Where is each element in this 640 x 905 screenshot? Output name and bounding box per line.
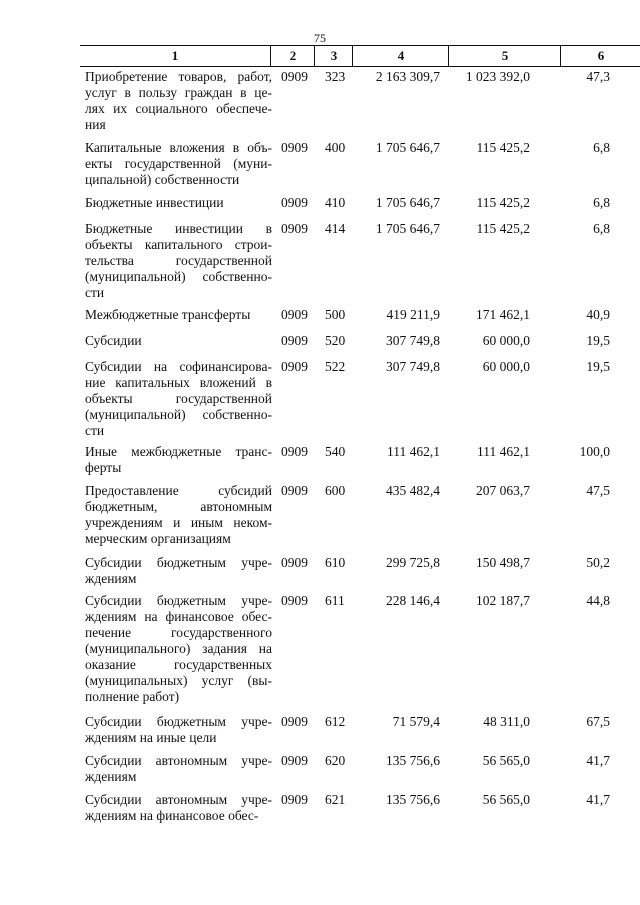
row-name-line: екты государственной (муни-	[85, 156, 272, 171]
row-name-line: оказание государственных	[85, 657, 272, 672]
section-code-cell: 0909	[281, 195, 308, 210]
row-name-line: (муниципальной) собственно-	[85, 269, 272, 284]
expense-type-cell: 500	[325, 307, 346, 322]
actual-amount-cell: 56 565,0	[482, 792, 530, 807]
row-name-cell	[85, 792, 272, 824]
row-name-line: Субсидии бюджетным учре-	[85, 555, 272, 570]
row-name-cell	[85, 221, 272, 301]
planned-amount-cell: 111 462,1	[387, 444, 440, 459]
planned-amount-cell: 1 705 646,7	[375, 195, 440, 210]
header-col-3: 3	[314, 46, 353, 66]
percent-cell: 67,5	[586, 714, 610, 729]
row-name-line: лях их социального обеспече-	[85, 101, 272, 116]
row-name-line: ждениям на иные цели	[85, 730, 217, 745]
expense-type-cell: 414	[325, 221, 346, 236]
row-name-cell	[85, 555, 272, 587]
row-name-line: Субсидии автономным учре-	[85, 792, 272, 807]
row-name-line: ферты	[85, 460, 122, 475]
row-name-cell	[85, 140, 272, 188]
row-name-line: Предоставление субсидий	[85, 483, 272, 498]
actual-amount-cell: 111 462,1	[477, 444, 530, 459]
section-code-cell: 0909	[281, 593, 308, 608]
expense-type-cell: 600	[325, 483, 346, 498]
expense-type-cell: 610	[325, 555, 346, 570]
expense-type-cell: 410	[325, 195, 346, 210]
row-name-line: Субсидии на софинансирова-	[85, 359, 272, 374]
row-name-line: полнение работ)	[85, 689, 180, 704]
section-code-cell: 0909	[281, 792, 308, 807]
planned-amount-cell: 299 725,8	[386, 555, 440, 570]
expense-type-cell: 400	[325, 140, 346, 155]
row-name-line: учреждениям и иным неком-	[85, 515, 272, 530]
percent-cell: 100,0	[579, 444, 610, 459]
section-code-cell: 0909	[281, 359, 308, 374]
percent-cell: 47,5	[586, 483, 610, 498]
row-name-cell	[85, 714, 272, 746]
row-name-line: ждениям	[85, 769, 137, 784]
section-code-cell: 0909	[281, 333, 308, 348]
actual-amount-cell: 171 462,1	[476, 307, 530, 322]
page-number: 75	[314, 31, 326, 45]
section-code-cell: 0909	[281, 753, 308, 768]
row-name-cell	[85, 753, 272, 785]
row-name-line: Бюджетные инвестиции	[85, 195, 224, 210]
percent-cell: 41,7	[586, 753, 610, 768]
expense-type-cell: 540	[325, 444, 346, 459]
planned-amount-cell: 307 749,8	[386, 359, 440, 374]
actual-amount-cell: 150 498,7	[476, 555, 530, 570]
planned-amount-cell: 71 579,4	[392, 714, 440, 729]
percent-cell: 19,5	[586, 333, 610, 348]
row-name-line: объекты государственной	[85, 391, 272, 406]
planned-amount-cell: 307 749,8	[386, 333, 440, 348]
expense-type-cell: 612	[325, 714, 346, 729]
header-col-6: 6	[560, 46, 640, 66]
row-name-line: Иные межбюджетные транс-	[85, 444, 272, 459]
row-name-line: Субсидии	[85, 333, 142, 348]
percent-cell: 6,8	[593, 140, 610, 155]
planned-amount-cell: 1 705 646,7	[375, 221, 440, 236]
row-name-line: ния	[85, 117, 106, 132]
header-col-4: 4	[352, 46, 449, 66]
percent-cell: 40,9	[586, 307, 610, 322]
row-name-cell	[85, 593, 272, 705]
percent-cell: 41,7	[586, 792, 610, 807]
expense-type-cell: 621	[325, 792, 346, 807]
percent-cell: 50,2	[586, 555, 610, 570]
row-name-line: ние капитальных вложений в	[85, 375, 272, 390]
row-name-line: ждениям на финансовое обес-	[85, 609, 272, 624]
actual-amount-cell: 56 565,0	[482, 753, 530, 768]
row-name-line: бюджетным, автономным	[85, 499, 272, 514]
row-name-line: (муниципального) задания на	[85, 641, 272, 656]
row-name-cell	[85, 444, 272, 476]
row-name-cell	[85, 333, 272, 349]
actual-amount-cell: 207 063,7	[476, 483, 530, 498]
actual-amount-cell: 115 425,2	[476, 195, 530, 210]
row-name-line: (муниципальных) услуг (вы-	[85, 673, 272, 688]
actual-amount-cell: 60 000,0	[482, 359, 530, 374]
planned-amount-cell: 135 756,6	[386, 753, 440, 768]
row-name-line: (муниципальной) собственно-	[85, 407, 272, 422]
actual-amount-cell: 60 000,0	[482, 333, 530, 348]
row-name-line: услуг в пользу граждан в це-	[85, 85, 272, 100]
expense-type-cell: 520	[325, 333, 346, 348]
row-name-line: ципальной) собственности	[85, 172, 240, 187]
planned-amount-cell: 228 146,4	[386, 593, 440, 608]
row-name-line: сти	[85, 423, 105, 438]
percent-cell: 6,8	[593, 195, 610, 210]
percent-cell: 6,8	[593, 221, 610, 236]
row-name-line: Субсидии автономным учре-	[85, 753, 272, 768]
expense-type-cell: 323	[325, 69, 346, 84]
expense-type-cell: 611	[325, 593, 345, 608]
row-name-line: Капитальные вложения в объ-	[85, 140, 272, 155]
row-name-line: объекты капитального строи-	[85, 237, 272, 252]
row-name-line: ждениям на финансовое обес-	[85, 808, 259, 823]
row-name-line: сти	[85, 285, 105, 300]
header-col-2: 2	[270, 46, 315, 66]
percent-cell: 47,3	[586, 69, 610, 84]
row-name-cell	[85, 359, 272, 439]
actual-amount-cell: 48 311,0	[483, 714, 530, 729]
header-col-5: 5	[448, 46, 561, 66]
row-name-line: мерческим организациям	[85, 531, 231, 546]
row-name-line: тельства государственной	[85, 253, 272, 268]
planned-amount-cell: 435 482,4	[386, 483, 440, 498]
actual-amount-cell: 115 425,2	[476, 140, 530, 155]
section-code-cell: 0909	[281, 483, 308, 498]
planned-amount-cell: 135 756,6	[386, 792, 440, 807]
row-name-line: Бюджетные инвестиции в	[85, 221, 272, 236]
row-name-cell	[85, 69, 272, 133]
actual-amount-cell: 102 187,7	[476, 593, 530, 608]
section-code-cell: 0909	[281, 69, 308, 84]
percent-cell: 44,8	[586, 593, 610, 608]
actual-amount-cell: 115 425,2	[476, 221, 530, 236]
row-name-line: ждениям	[85, 571, 137, 586]
expense-type-cell: 522	[325, 359, 346, 374]
percent-cell: 19,5	[586, 359, 610, 374]
section-code-cell: 0909	[281, 555, 308, 570]
expense-type-cell: 620	[325, 753, 346, 768]
row-name-line: Межбюджетные трансферты	[85, 307, 251, 322]
row-name-line: печение государственного	[85, 625, 272, 640]
row-name-line: Субсидии бюджетным учре-	[85, 593, 272, 608]
planned-amount-cell: 2 163 309,7	[375, 69, 440, 84]
planned-amount-cell: 419 211,9	[386, 307, 440, 322]
section-code-cell: 0909	[281, 307, 308, 322]
section-code-cell: 0909	[281, 444, 308, 459]
row-name-line: Приобретение товаров, работ,	[85, 69, 272, 84]
planned-amount-cell: 1 705 646,7	[375, 140, 440, 155]
header-col-1: 1	[171, 48, 179, 63]
table-header	[80, 45, 640, 67]
actual-amount-cell: 1 023 392,0	[465, 69, 530, 84]
section-code-cell: 0909	[281, 140, 308, 155]
row-name-cell	[85, 195, 272, 211]
section-code-cell: 0909	[281, 714, 308, 729]
section-code-cell: 0909	[281, 221, 308, 236]
row-name-cell	[85, 307, 272, 323]
row-name-cell	[85, 483, 272, 547]
row-name-line: Субсидии бюджетным учре-	[85, 714, 272, 729]
